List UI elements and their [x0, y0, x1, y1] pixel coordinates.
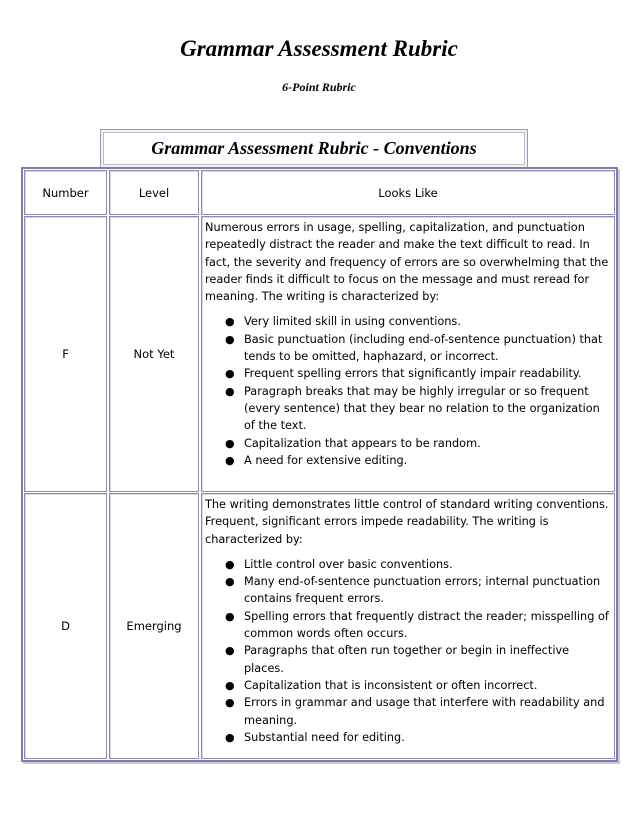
bullet-icon: ●: [225, 557, 235, 571]
list-item: [205, 608, 610, 643]
bullet-icon: ●: [225, 696, 235, 710]
list-item: [205, 365, 610, 382]
bullet-list: [205, 313, 610, 469]
row-level-cell: [109, 216, 199, 492]
header-level: Level: [109, 170, 199, 215]
header-row: [23, 170, 616, 215]
list-item-text: Very limited skill in using conventions.: [244, 315, 461, 329]
document-subtitle: 6-Point Rubric: [282, 80, 356, 94]
list-item-text: Many end-of-sentence punctuation errors; internal punctuation contains frequent errors.: [244, 575, 601, 606]
list-item: [205, 642, 610, 677]
bullet-icon: ●: [225, 315, 235, 329]
rubric-table: [21, 167, 618, 762]
bullet-icon: ●: [225, 436, 235, 450]
row-level: Emerging: [126, 619, 182, 633]
list-item: [205, 556, 610, 573]
list-item-text: Little control over basic conventions.: [244, 557, 453, 571]
row-number-cell: [24, 216, 107, 492]
list-item-text: Basic punctuation (including end-of-sentence punctuation) that tends to be omitted, haphazard, or incorrect.: [244, 332, 603, 364]
table-row: [23, 216, 616, 492]
row-number-cell: [24, 493, 107, 759]
list-item-text: Capitalization that is inconsistent or often incorrect.: [244, 678, 538, 692]
bullet-icon: ●: [225, 384, 235, 398]
table-row: [23, 493, 616, 759]
row-level: Not Yet: [133, 347, 175, 361]
row-looks-like-cell: [201, 493, 615, 759]
list-item-text: Substantial need for editing.: [244, 730, 405, 744]
list-item-text: Errors in grammar and usage that interfere with readability and meaning.: [244, 696, 605, 727]
header-looks-like: Looks Like: [201, 170, 615, 215]
row-level-cell: [109, 493, 199, 759]
bullet-list: [205, 556, 610, 746]
bullet-icon: ●: [225, 575, 235, 589]
bullet-icon: ●: [225, 644, 235, 658]
bullet-icon: ●: [225, 678, 235, 692]
list-item: [205, 313, 610, 330]
bullet-icon: ●: [225, 367, 235, 381]
list-item: [205, 694, 610, 729]
list-item-text: Capitalization that appears to be random.: [244, 436, 481, 450]
table-caption-box: [100, 129, 528, 167]
document-title: Grammar Assessment Rubric: [180, 36, 458, 61]
table-caption: Grammar Assessment Rubric - Conventions: [151, 138, 477, 158]
list-item-text: Spelling errors that frequently distract the reader; misspelling of common words often occurs.: [244, 609, 609, 641]
row-number: F: [62, 347, 69, 361]
list-item-text: Paragraph breaks that may be highly irregular or so frequent (every sentence) that they bear no relation to the organization of the text.: [244, 384, 600, 433]
list-item-text: A need for extensive editing.: [244, 453, 408, 467]
row-looks-like-cell: [201, 216, 615, 492]
row-number: D: [61, 619, 70, 633]
list-item: [205, 331, 610, 366]
header-number: Number: [24, 170, 107, 215]
list-item: [205, 729, 610, 746]
list-item: [205, 573, 610, 608]
list-item: [205, 452, 610, 469]
list-item: [205, 435, 610, 452]
row-description: Numerous errors in usage, spelling, capitalization, and punctuation repeatedly distract the reader and make the text difficult to read. In fact, the severity and frequency of errors are so overwhelming that the reader finds it difficult to focus on the message and must reread for meaning. The writing is characterized by:: [205, 221, 609, 304]
list-item: [205, 677, 610, 694]
row-description: The writing demonstrates little control of standard writing conventions. Frequent, significant errors impede readability. The writing is characterized by:: [205, 498, 609, 546]
list-item: [205, 383, 610, 435]
bullet-icon: ●: [225, 453, 235, 467]
list-item-text: Paragraphs that often run together or begin in ineffective places.: [244, 644, 570, 675]
bullet-icon: ●: [225, 609, 235, 623]
bullet-icon: ●: [225, 332, 235, 346]
list-item-text: Frequent spelling errors that significantly impair readability.: [244, 367, 582, 381]
bullet-icon: ●: [225, 730, 235, 744]
